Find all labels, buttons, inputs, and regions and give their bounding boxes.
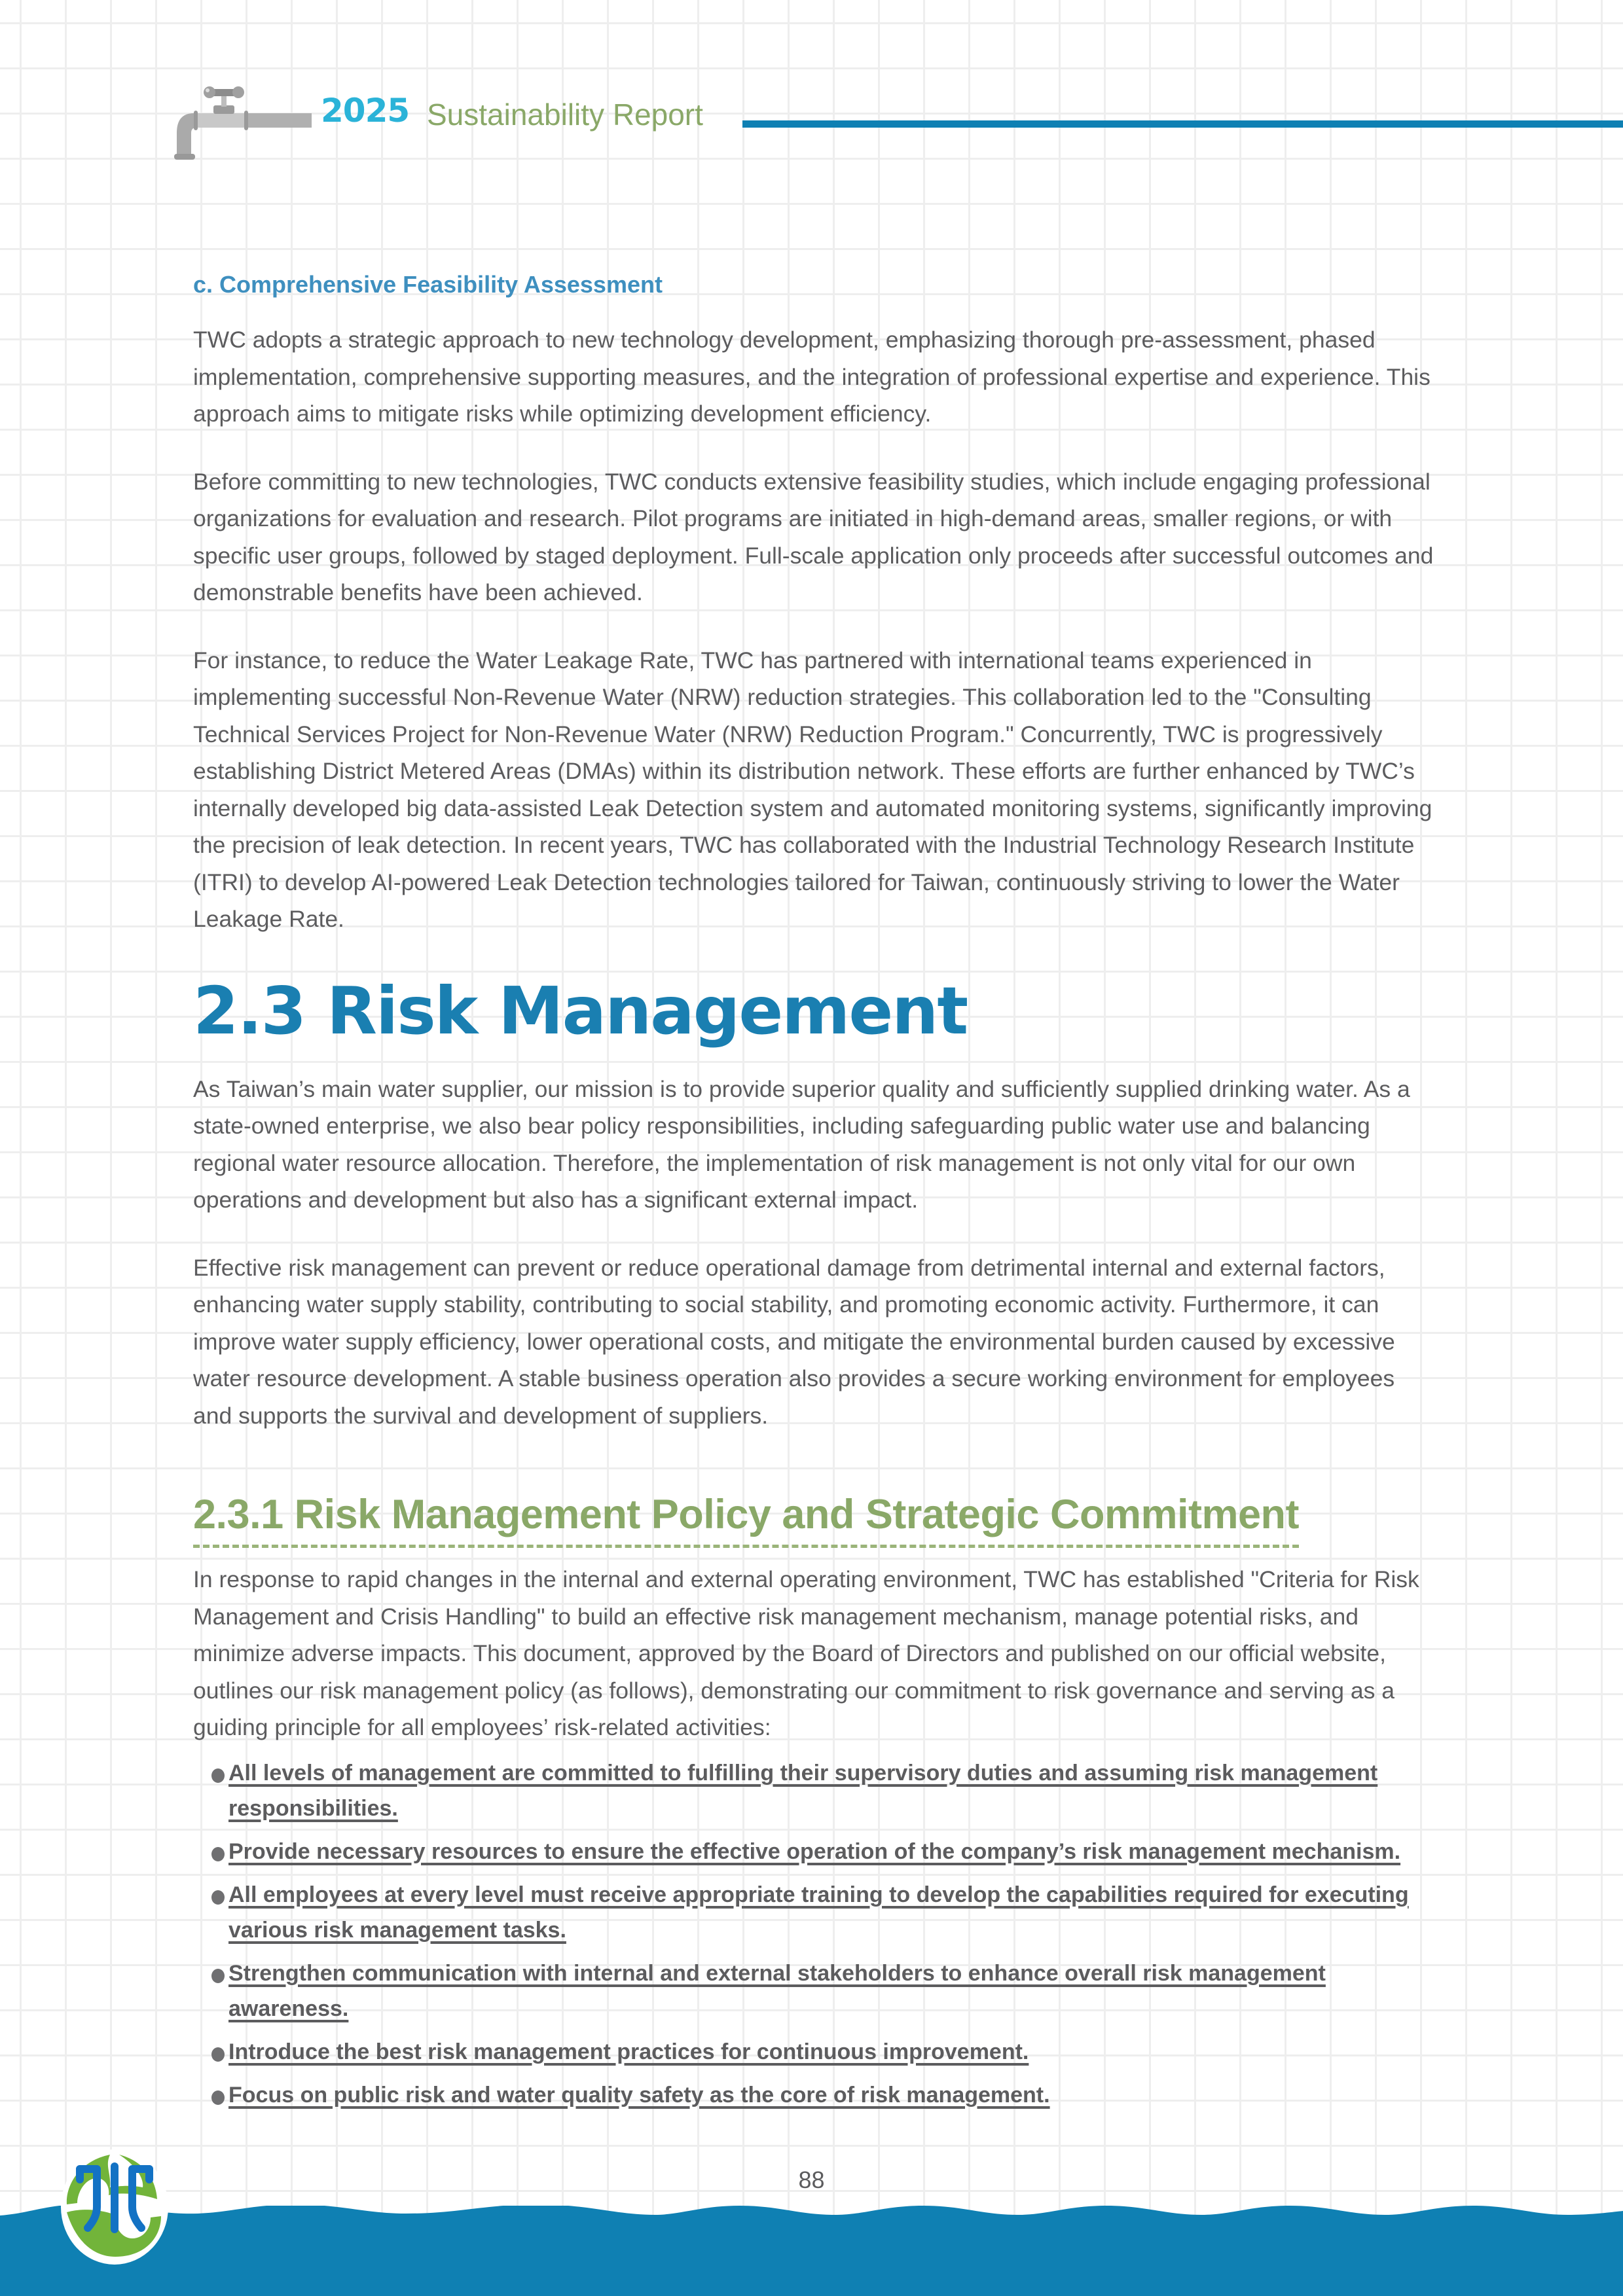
policy-text: All levels of management are committed to fulfilling their supervisory duties and assuming risk management responsibilities. <box>228 1760 1378 1821</box>
section-c-paragraph: TWC adopts a strategic approach to new technology development, emphasizing thorough pre-assessment, phased implementation, comprehensive supporting measures, and the integration of professional expertise and experience. This approach aims to mitigate risks while optimizing development efficiency. <box>193 327 1431 427</box>
section-2-3-paragraph: As Taiwan’s main water supplier, our mission is to provide superior quality and sufficiently supplied drinking water. As a state-owned enterprise, we also bear policy responsibilities, including safeguarding public water use and balancing regional water resource allocation. Therefore, the implementation of risk management is not only vital for our own operations and development but also has a significant external impact. <box>193 1075 1410 1213</box>
policy-item <box>211 1834 1437 1869</box>
policy-text: Introduce the best risk management practices for continuous improvement. <box>228 2039 1029 2064</box>
policy-text: Provide necessary resources to ensure the effective operation of the company’s risk management mechanism. <box>228 1839 1401 1864</box>
policy-text: Strengthen communication with internal and external stakeholders to enhance overall risk management awareness. <box>228 1960 1326 2021</box>
section-2-3-paragraph: Effective risk management can prevent or reduce operational damage from detrimental internal and external factors, enhancing water supply stability, contributing to social stability, and promoting economic activity. Furthermore, it can improve water supply efficiency, lower operational costs, and mitigate the environmental burden caused by excessive water resource development. A stable business operation also provides a secure working environment for employees and supports the survival and development of suppliers. <box>193 1254 1395 1429</box>
bullet-icon <box>211 1890 225 1905</box>
bullet-icon <box>211 2090 225 2105</box>
report-title: Sustainability Report <box>427 98 703 132</box>
faucet-icon <box>157 82 314 160</box>
section-c-paragraph: For instance, to reduce the Water Leakage Rate, TWC has partnered with international teams experienced in implementing successful Non-Revenue Water (NRW) reduction strategies. This collaboration led to the "Consulting Technical Services Project for Non-Revenue Water (NRW) Reduction Program." Concurrently, TWC is progressively establishing District Metered Areas (DMAs) within its distribution network. These efforts are further enhanced by TWC’s internally developed big data-assisted Leak Detection system and automated monitoring systems, significantly improving the precision of leak detection. In recent years, TWC has collaborated with the Industrial Technology Research Institute (ITRI) to develop AI-powered Leak Detection technologies tailored for Taiwan, continuously striving to lower the Water Leakage Rate. <box>193 647 1432 932</box>
footer-wave-band <box>0 2206 1623 2296</box>
bullet-icon <box>211 1847 225 1861</box>
bullet-icon <box>211 1768 225 1783</box>
section-2-3-1-heading-wrap <box>193 1488 1299 1548</box>
policy-item <box>211 1755 1437 1826</box>
policy-text: All employees at every level must receive appropriate training to develop the capabilities required for executing various risk management tasks. <box>228 1882 1409 1943</box>
policy-item <box>211 1956 1437 2026</box>
report-year: 2025 <box>321 92 410 130</box>
main-content <box>193 265 1437 2121</box>
section-2-3-1-intro: In response to rapid changes in the internal and external operating environment, TWC has established "Criteria for Risk Management and Crisis Handling" to build an effective risk management mechanism, manage potential risks, and minimize adverse impacts. This document, approved by the Board of Directors and published on our official website, outlines our risk management policy (as follows), demonstrating our commitment to risk governance and serving as a guiding principle for all employees’ risk-related activities: <box>193 1566 1419 1740</box>
section-2-3-heading: 2.3 Risk Management <box>193 972 968 1049</box>
section-c-heading: c. Comprehensive Feasibility Assessment <box>193 271 663 298</box>
page-number: 88 <box>798 2166 825 2193</box>
policy-text: Focus on public risk and water quality safety as the core of risk management. <box>228 2082 1050 2108</box>
page-header <box>0 0 1623 170</box>
bullet-icon <box>211 2047 225 2062</box>
section-2-3-1-heading: 2.3.1 Risk Management Policy and Strategic Commitment <box>193 1488 1299 1548</box>
header-divider <box>742 120 1623 128</box>
twc-water-logo-icon <box>59 2147 170 2265</box>
risk-policy-list <box>211 1755 1437 2113</box>
bullet-icon <box>211 1969 225 1983</box>
policy-item <box>211 1877 1437 1948</box>
policy-item <box>211 2034 1437 2070</box>
section-c-paragraph: Before committing to new technologies, TWC conducts extensive feasibility studies, which include engaging professional organizations for evaluation and research. Pilot programs are initiated in high-demand areas, smaller regions, or with specific user groups, followed by staged deployment. Full-scale application only proceeds after successful outcomes and demonstrable benefits have been achieved. <box>193 468 1434 605</box>
policy-item <box>211 2077 1437 2113</box>
